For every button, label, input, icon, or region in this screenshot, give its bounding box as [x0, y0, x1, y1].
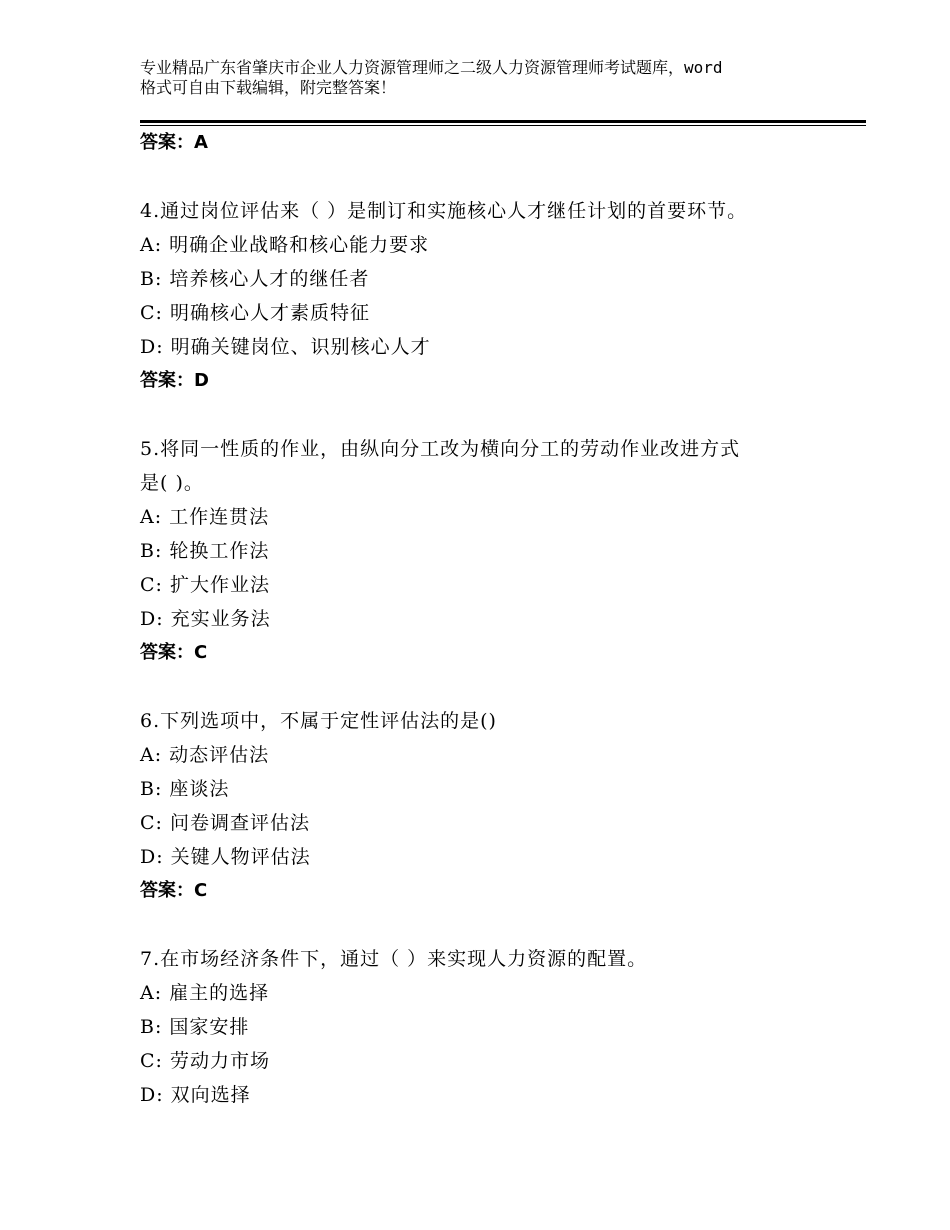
option-d: D: 明确关键岗位、识别核心人才 — [140, 336, 431, 358]
spacer — [140, 670, 840, 704]
question-list — [140, 126, 840, 1112]
header-line-2: 格式可自由下载编辑，附完整答案！ — [140, 78, 397, 97]
option-b: B: 轮换工作法 — [140, 540, 270, 562]
question-block — [140, 194, 840, 398]
spacer — [140, 908, 840, 942]
header-rule-thick — [140, 120, 866, 123]
question-stem: 6.下列选项中，不属于定性评估法的是() — [140, 710, 497, 732]
option-a: A: 明确企业战略和核心能力要求 — [140, 234, 430, 256]
question-block — [140, 432, 840, 670]
option-a: A: 动态评估法 — [140, 744, 270, 766]
option-a: A: 工作连贯法 — [140, 506, 270, 528]
option-c: C: 明确核心人才素质特征 — [140, 302, 370, 324]
option-b: B: 国家安排 — [140, 1016, 250, 1038]
option-a: A: 雇主的选择 — [140, 982, 270, 1004]
question-stem: 7.在市场经济条件下，通过（ ）来实现人力资源的配置。 — [140, 948, 648, 970]
answer-line: 答案：C — [140, 880, 208, 901]
spacer — [140, 160, 840, 194]
answer-line: 答案：C — [140, 642, 208, 663]
option-b: B: 培养核心人才的继任者 — [140, 268, 370, 290]
question-stem: 4.通过岗位评估来（ ）是制订和实施核心人才继任计划的首要环节。 — [140, 200, 748, 222]
question-stem-continued: 是( )。 — [140, 472, 204, 494]
document-header — [140, 58, 830, 98]
option-d: D: 充实业务法 — [140, 608, 271, 630]
option-c: C: 问卷调查评估法 — [140, 812, 310, 834]
answer-line: 答案：A — [140, 132, 208, 153]
question-block — [140, 704, 840, 908]
option-c: C: 劳动力市场 — [140, 1050, 270, 1072]
spacer — [140, 398, 840, 432]
header-line-1: 专业精品广东省肇庆市企业人力资源管理师之二级人力资源管理师考试题库，word — [140, 58, 723, 77]
option-b: B: 座谈法 — [140, 778, 230, 800]
option-d: D: 关键人物评估法 — [140, 846, 311, 868]
answer-line: 答案：D — [140, 370, 209, 391]
option-c: C: 扩大作业法 — [140, 574, 270, 596]
option-d: D: 双向选择 — [140, 1084, 251, 1106]
question-block — [140, 942, 840, 1112]
question-stem: 5.将同一性质的作业，由纵向分工改为横向分工的劳动作业改进方式 — [140, 438, 741, 460]
